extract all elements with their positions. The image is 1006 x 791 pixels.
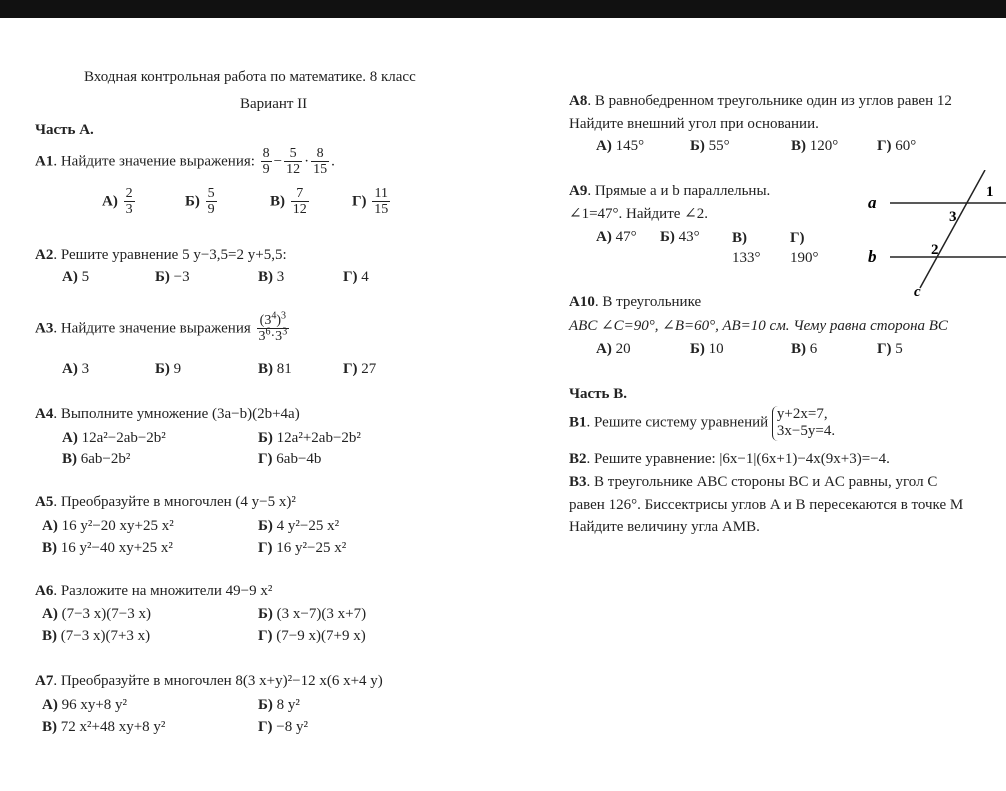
- fraction: $\frac{8}{9}$: [262, 146, 270, 178]
- question-a2: А2. Решите уравнение 5 y−3,5=2 y+5,5:: [35, 247, 287, 263]
- question-b3-line2: равен 126°. Биссектрисы углов A и B пересекаются в точке M: [569, 497, 964, 513]
- a3-option-c[interactable]: В) 81: [258, 361, 292, 377]
- a6-option-a[interactable]: А) (7−3 x)(7−3 x): [42, 606, 151, 622]
- a6-option-b[interactable]: Б) (3 x−7)(3 x+7): [258, 606, 367, 622]
- label-a: a: [868, 193, 877, 212]
- a7-option-d[interactable]: Г) −8 y²: [258, 719, 309, 735]
- a9-option-d[interactable]: Г) 190°: [790, 230, 819, 267]
- a5-option-c[interactable]: В) 16 y²−40 xy+25 x²: [42, 540, 173, 556]
- a10-option-a[interactable]: А) 20: [596, 341, 631, 357]
- a9-option-a[interactable]: А) 47°: [596, 229, 637, 245]
- a8-option-b[interactable]: Б) 55°: [690, 138, 730, 154]
- part-a-heading: Часть А.: [35, 122, 94, 138]
- a10-option-c[interactable]: В) 6: [791, 341, 818, 357]
- line-c: [920, 170, 985, 288]
- angle-1-label: 1: [986, 184, 994, 200]
- part-b-heading: Часть В.: [569, 386, 627, 402]
- a7-option-b[interactable]: Б) 8 y²: [258, 697, 300, 713]
- a4-option-c[interactable]: В) 6ab−2b²: [62, 451, 131, 467]
- a10-option-d[interactable]: Г) 5: [877, 341, 903, 357]
- a7-option-a[interactable]: А) 96 xy+8 y²: [42, 697, 128, 713]
- a8-option-a[interactable]: А) 145°: [596, 138, 645, 154]
- a4-option-a[interactable]: А) 12a²−2ab−2b²: [62, 430, 166, 446]
- question-b2: В2. Решите уравнение: |6x−1|(6x+1)−4x(9x+3)=−4.: [569, 451, 890, 467]
- parallel-lines-figure: [860, 170, 1006, 300]
- a9-option-b[interactable]: Б) 43°: [660, 229, 700, 245]
- fraction: $\frac{8}{15}$: [313, 146, 328, 178]
- question-b3-line1: В3. В треугольнике ABC стороны BC и AC равны, угол C: [569, 474, 938, 490]
- a2-option-b[interactable]: Б) −3: [155, 269, 190, 285]
- worksheet-title: Входная контрольная работа по математике. 8 класс: [84, 69, 416, 85]
- a7-option-c[interactable]: В) 72 x²+48 xy+8 y²: [42, 719, 166, 735]
- top-black-bar: [0, 0, 1006, 18]
- a6-option-c[interactable]: В) (7−3 x)(7+3 x): [42, 628, 151, 644]
- a2-option-a[interactable]: А) 5: [62, 269, 90, 285]
- question-a4: А4. Выполните умножение (3a−b)(2b+4a): [35, 406, 300, 422]
- angle-3-label: 3: [949, 209, 957, 225]
- a5-option-d[interactable]: Г) 16 y²−25 x²: [258, 540, 347, 556]
- a1-option-d[interactable]: Г) $\frac{11}{15}$: [352, 186, 389, 218]
- question-a9-line2: ∠1=47°. Найдите ∠2.: [569, 206, 708, 222]
- question-a6: А6. Разложите на множители 49−9 x²: [35, 583, 273, 599]
- a5-option-b[interactable]: Б) 4 y²−25 x²: [258, 518, 340, 534]
- variant-label: Вариант II: [240, 96, 308, 112]
- question-a5: А5. Преобразуйте в многочлен (4 y−5 x)²: [35, 494, 296, 510]
- angle-2-label: 2: [931, 242, 939, 258]
- question-a1: А1. Найдите значение выражения: $\frac{8}{9}$ − $\frac{5}{12}$ · $\frac{8}{15}$ .: [35, 146, 335, 178]
- question-a8-line2: Найдите внешний угол при основании.: [569, 116, 819, 132]
- label-b: b: [868, 247, 877, 266]
- label-c: c: [914, 284, 921, 300]
- a10-option-b[interactable]: Б) 10: [690, 341, 724, 357]
- a8-option-d[interactable]: Г) 60°: [877, 138, 917, 154]
- fraction: $\frac{(3^4)^3}{3^6\cdot 3^3}$: [258, 310, 288, 345]
- question-a3: А3. Найдите значение выражения $\frac{(3^4)^3}{3^6\cdot 3^3}$: [35, 310, 288, 345]
- a2-option-c[interactable]: В) 3: [258, 269, 285, 285]
- a8-option-c[interactable]: В) 120°: [791, 138, 839, 154]
- a2-option-d[interactable]: Г) 4: [343, 269, 369, 285]
- fraction: $\frac{5}{12}$: [286, 146, 301, 178]
- a3-option-a[interactable]: А) 3: [62, 361, 90, 377]
- a1-option-b[interactable]: Б) $\frac{5}{9}$: [185, 186, 215, 218]
- a1-option-c[interactable]: В) $\frac{7}{12}$: [270, 186, 307, 218]
- a1-option-a[interactable]: А) $\frac{2}{3}$: [102, 186, 133, 218]
- question-a10-line2: ABC ∠C=90°, ∠B=60°, AB=10 см. Чему равна сторона BC: [569, 318, 948, 334]
- question-a10-line1: А10. В треугольнике: [569, 294, 702, 310]
- question-text: . Найдите значение выражения:: [53, 153, 255, 170]
- a6-option-d[interactable]: Г) (7−9 x)(7+9 x): [258, 628, 366, 644]
- a5-option-a[interactable]: А) 16 y²−20 xy+25 x²: [42, 518, 174, 534]
- question-b3-line3: Найдите величину угла AMB.: [569, 519, 760, 535]
- equation-system: y+2x=7, 3x−5y=4.: [772, 406, 835, 441]
- question-a8-line1: А8. В равнобедренном треугольнике один из углов равен 12: [569, 93, 952, 109]
- question-b1: В1. Решите систему уравнений y+2x=7, 3x−5y=4.: [569, 406, 836, 440]
- a9-option-c[interactable]: В) 133°: [732, 230, 761, 267]
- question-a9-line1: А9. Прямые a и b параллельны.: [569, 183, 771, 199]
- a4-option-d[interactable]: Г) 6ab−4b: [258, 451, 322, 467]
- question-a7: А7. Преобразуйте в многочлен 8(3 x+y)²−12 x(6 x+4 y): [35, 673, 383, 689]
- question-number: А1: [35, 153, 54, 170]
- a3-option-b[interactable]: Б) 9: [155, 361, 182, 377]
- a4-option-b[interactable]: Б) 12a²+2ab−2b²: [258, 430, 361, 446]
- a3-option-d[interactable]: Г) 27: [343, 361, 377, 377]
